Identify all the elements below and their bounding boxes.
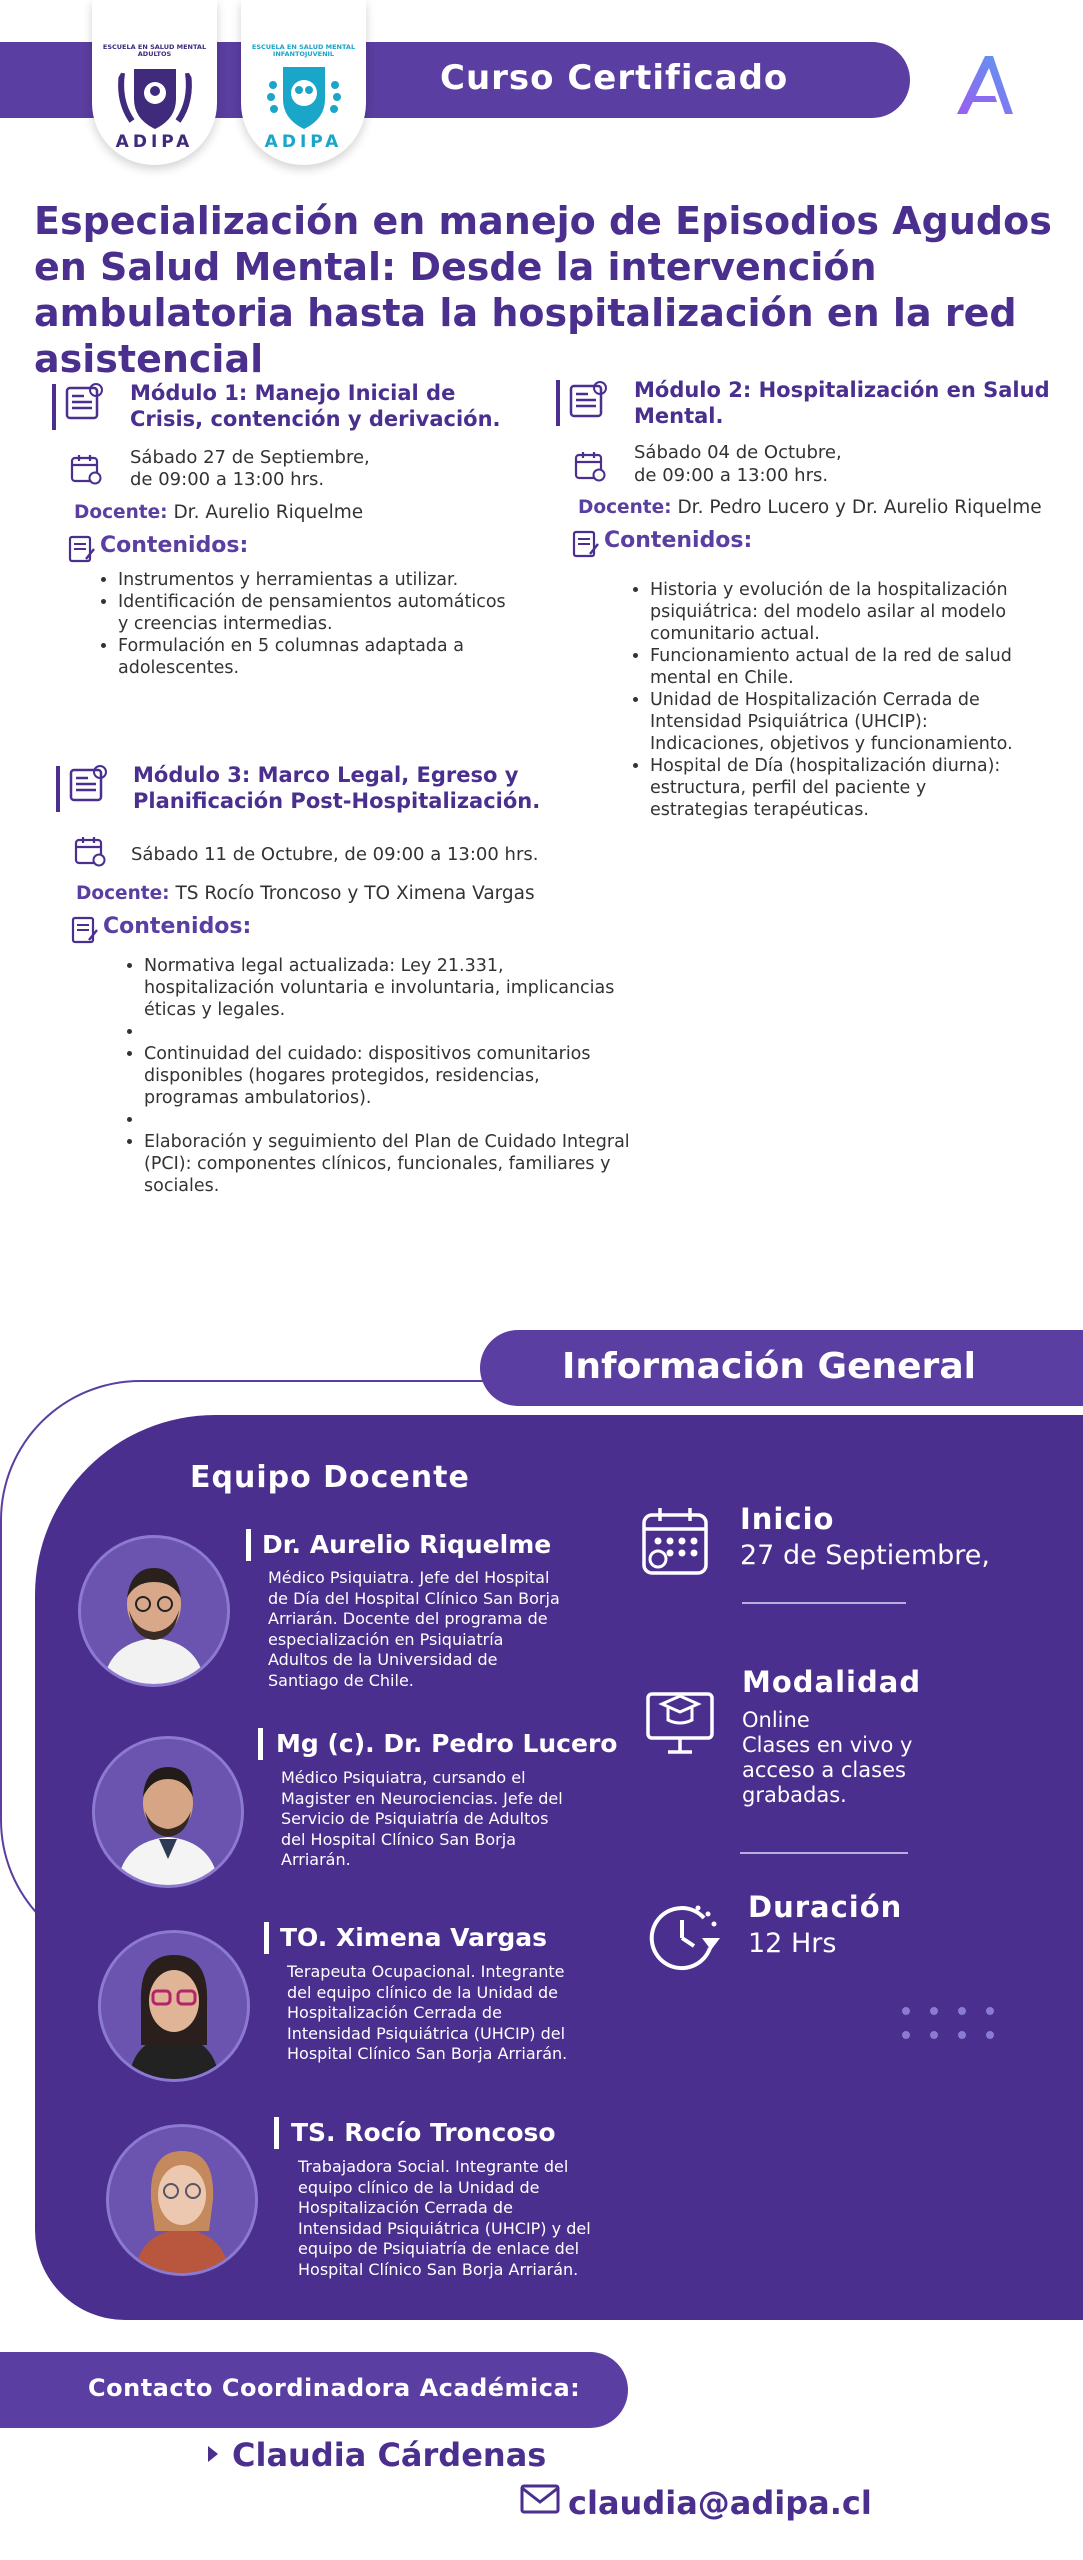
module-2-title: Módulo 2: Hospitalización en Salud Mental. — [634, 378, 1050, 428]
modalidad-line: Online — [742, 1708, 810, 1732]
contact-banner — [0, 2352, 628, 2428]
list-item: • Formulación en 5 columnas adaptada a adolescentes. — [118, 635, 516, 679]
inicio-label: Inicio — [740, 1502, 835, 1536]
clock-icon — [648, 1900, 724, 1972]
docente-name: Dr. Aurelio Riquelme — [173, 502, 364, 523]
contents-icon — [71, 916, 99, 944]
calendar-icon — [74, 835, 106, 867]
teacher-3-desc: Terapeuta Ocupacional. Integrante del equipo clínico de la Unidad de Hospitalización Cerrada de Intensidad Psiquiátrica (UHCIP) del Hospital Clínico San Borja Arriarán. — [287, 1962, 568, 2063]
teacher-4-bar — [274, 2117, 279, 2149]
list-item: • Elaboración y seguimiento del Plan de Cuidado Integral (PCI): componentes clínicos, funcionales, familiares y sociales. — [144, 1131, 632, 1197]
teacher-2-bar — [258, 1728, 263, 1760]
module-1-bar — [52, 384, 56, 430]
calendar-icon — [70, 453, 102, 485]
badge-infanto-name: ADIPA — [264, 132, 343, 152]
modalidad-line: Clases en vivo y — [742, 1733, 913, 1757]
teacher-1-desc: Médico Psiquiatra. Jefe del Hospital de Día del Hospital Clínico San Borja Arriarán. Docente del programa de especialización en Psiquiatría Adultos de la Universidad de Santiago de Chile. — [268, 1568, 560, 1690]
arrow-right-icon — [206, 2444, 220, 2464]
list-item: • Historia y evolución de la hospitalización psiquiátrica: del modelo asilar al modelo comunitario actual. — [650, 579, 1028, 645]
module-3-title: Módulo 3: Marco Legal, Egreso y Planificación Post-Hospitalización. — [133, 763, 541, 813]
header-banner-label: Curso Certificado — [440, 58, 789, 98]
teacher-3-bar — [264, 1922, 269, 1954]
modalidad-line: acceso a clases — [742, 1758, 906, 1782]
teacher-2-desc: Médico Psiquiatra, cursando el Magister en Neurociencias. Jefe del Servicio de Psiquiatría de Adultos del Hospital Clínico San Borja Arriarán. — [281, 1768, 563, 1869]
module-1-date-line1: Sábado 27 de Septiembre, — [130, 447, 370, 468]
inicio-value: 27 de Septiembre, — [740, 1540, 991, 1571]
adultos-seal-icon — [114, 55, 196, 137]
module-3-bar — [56, 766, 60, 812]
contact-email[interactable]: claudia@adipa.cl — [568, 2484, 872, 2522]
teacher-1-name: Dr. Aurelio Riquelme — [262, 1530, 552, 1559]
calendar-icon — [574, 450, 606, 482]
course-title: Especialización en manejo de Episodios Agudos en Salud Mental: Desde la intervención ambulatoria hasta la hospitalización en la red asistencial — [34, 199, 1052, 381]
divider — [740, 1852, 908, 1854]
online-class-icon — [644, 1680, 720, 1760]
module-2-docente — [578, 497, 1042, 518]
list-item: • Unidad de Hospitalización Cerrada de Intensidad Psiquiátrica (UHCIP): Indicaciones, objetivos y funcionamiento. — [650, 689, 1028, 755]
module-2-contents-list — [628, 579, 1028, 821]
module-icon — [64, 380, 106, 422]
teacher-1-bar — [246, 1529, 251, 1561]
mail-icon — [520, 2484, 560, 2514]
list-item: • Continuidad del cuidado: dispositivos comunitarios disponibles (hogares protegidos, residencias, programas ambulatorios). — [144, 1043, 632, 1109]
module-icon — [568, 378, 610, 420]
teacher-4-desc: Trabajadora Social. Integrante del equipo clínico de la Unidad de Hospitalización Cerrada de Intensidad Psiquiátrica (UHCIP) y del equipo de Psiquiatría de enlace del Hospital Clínico San Borja Arriarán. — [298, 2157, 591, 2279]
info-general-title: Información General — [562, 1346, 976, 1387]
duracion-value: 12 Hrs — [748, 1928, 837, 1959]
list-item — [144, 1021, 632, 1043]
teacher-3-name: TO. Ximena Vargas — [280, 1923, 548, 1952]
docente-name: Dr. Pedro Lucero y Dr. Aurelio Riquelme — [677, 497, 1042, 518]
list-item — [144, 1109, 632, 1131]
infanto-seal-icon — [263, 55, 345, 137]
avatar — [98, 1930, 250, 2082]
modalidad-label: Modalidad — [742, 1665, 922, 1699]
docente-name: TS Rocío Troncoso y TO Ximena Vargas — [175, 883, 535, 904]
list-item: • Normativa legal actualizada: Ley 21.331, hospitalización voluntaria e involuntaria, implicancias éticas y legales. — [144, 955, 632, 1021]
adipa-logo-icon — [955, 52, 1015, 118]
dots-decoration — [900, 2005, 1000, 2041]
module-2-bar — [556, 380, 560, 426]
divider — [742, 1602, 906, 1604]
avatar — [78, 1535, 230, 1687]
info-general-banner — [480, 1330, 1083, 1406]
module-1-date-line2: de 09:00 a 13:00 hrs. — [130, 469, 325, 490]
list-item: • Funcionamiento actual de la red de salud mental en Chile. — [650, 645, 1028, 689]
docente-label: Docente: — [76, 883, 170, 904]
module-2-date-line1: Sábado 04 de Octubre, — [634, 442, 842, 463]
badge-infanto-text: ESCUELA EN SALUD MENTAL INFANTOJUVENIL — [251, 43, 356, 58]
teacher-2-name: Mg (c). Dr. Pedro Lucero — [276, 1729, 618, 1758]
equipo-docente-title: Equipo Docente — [190, 1460, 470, 1495]
module-3-docente — [76, 883, 535, 904]
adipa-adultos-badge — [92, 0, 217, 165]
module-icon — [68, 762, 110, 804]
list-item: • Instrumentos y herramientas a utilizar. — [118, 569, 516, 591]
contents-icon — [68, 535, 96, 563]
duracion-label: Duración — [748, 1890, 903, 1924]
module-1-contents-list — [96, 569, 516, 679]
contact-title: Contacto Coordinadora Académica: — [88, 2374, 581, 2402]
contact-name: Claudia Cárdenas — [232, 2436, 547, 2474]
module-2-contents-label: Contenidos: — [604, 528, 753, 553]
list-item: • Identificación de pensamientos automáticos y creencias intermedias. — [118, 591, 516, 635]
docente-label: Docente: — [74, 502, 168, 523]
badge-adultos-name: ADIPA — [115, 132, 194, 152]
docente-label: Docente: — [578, 497, 672, 518]
list-item: • Hospital de Día (hospitalización diurna): estructura, perfil del paciente y estrategias terapéuticas. — [650, 755, 1028, 821]
module-1-docente — [74, 502, 363, 523]
badge-adultos-text: ESCUELA EN SALUD MENTAL ADULTOS — [102, 43, 207, 58]
module-1-title: Módulo 1: Manejo Inicial de Crisis, contención y derivación. — [130, 381, 501, 431]
adipa-infanto-badge — [241, 0, 366, 165]
calendar-icon — [640, 1505, 712, 1577]
avatar — [92, 1736, 244, 1888]
module-2-date-line2: de 09:00 a 13:00 hrs. — [634, 465, 829, 486]
module-1-contents-label: Contenidos: — [100, 533, 249, 558]
avatar — [106, 2124, 258, 2276]
module-3-contents-label: Contenidos: — [103, 914, 252, 939]
teacher-4-name: TS. Rocío Troncoso — [291, 2118, 556, 2147]
modalidad-line: grabadas. — [742, 1783, 847, 1807]
module-3-date: Sábado 11 de Octubre, de 09:00 a 13:00 hrs. — [131, 844, 539, 865]
contents-icon — [572, 530, 600, 558]
module-3-contents-list — [122, 955, 632, 1197]
